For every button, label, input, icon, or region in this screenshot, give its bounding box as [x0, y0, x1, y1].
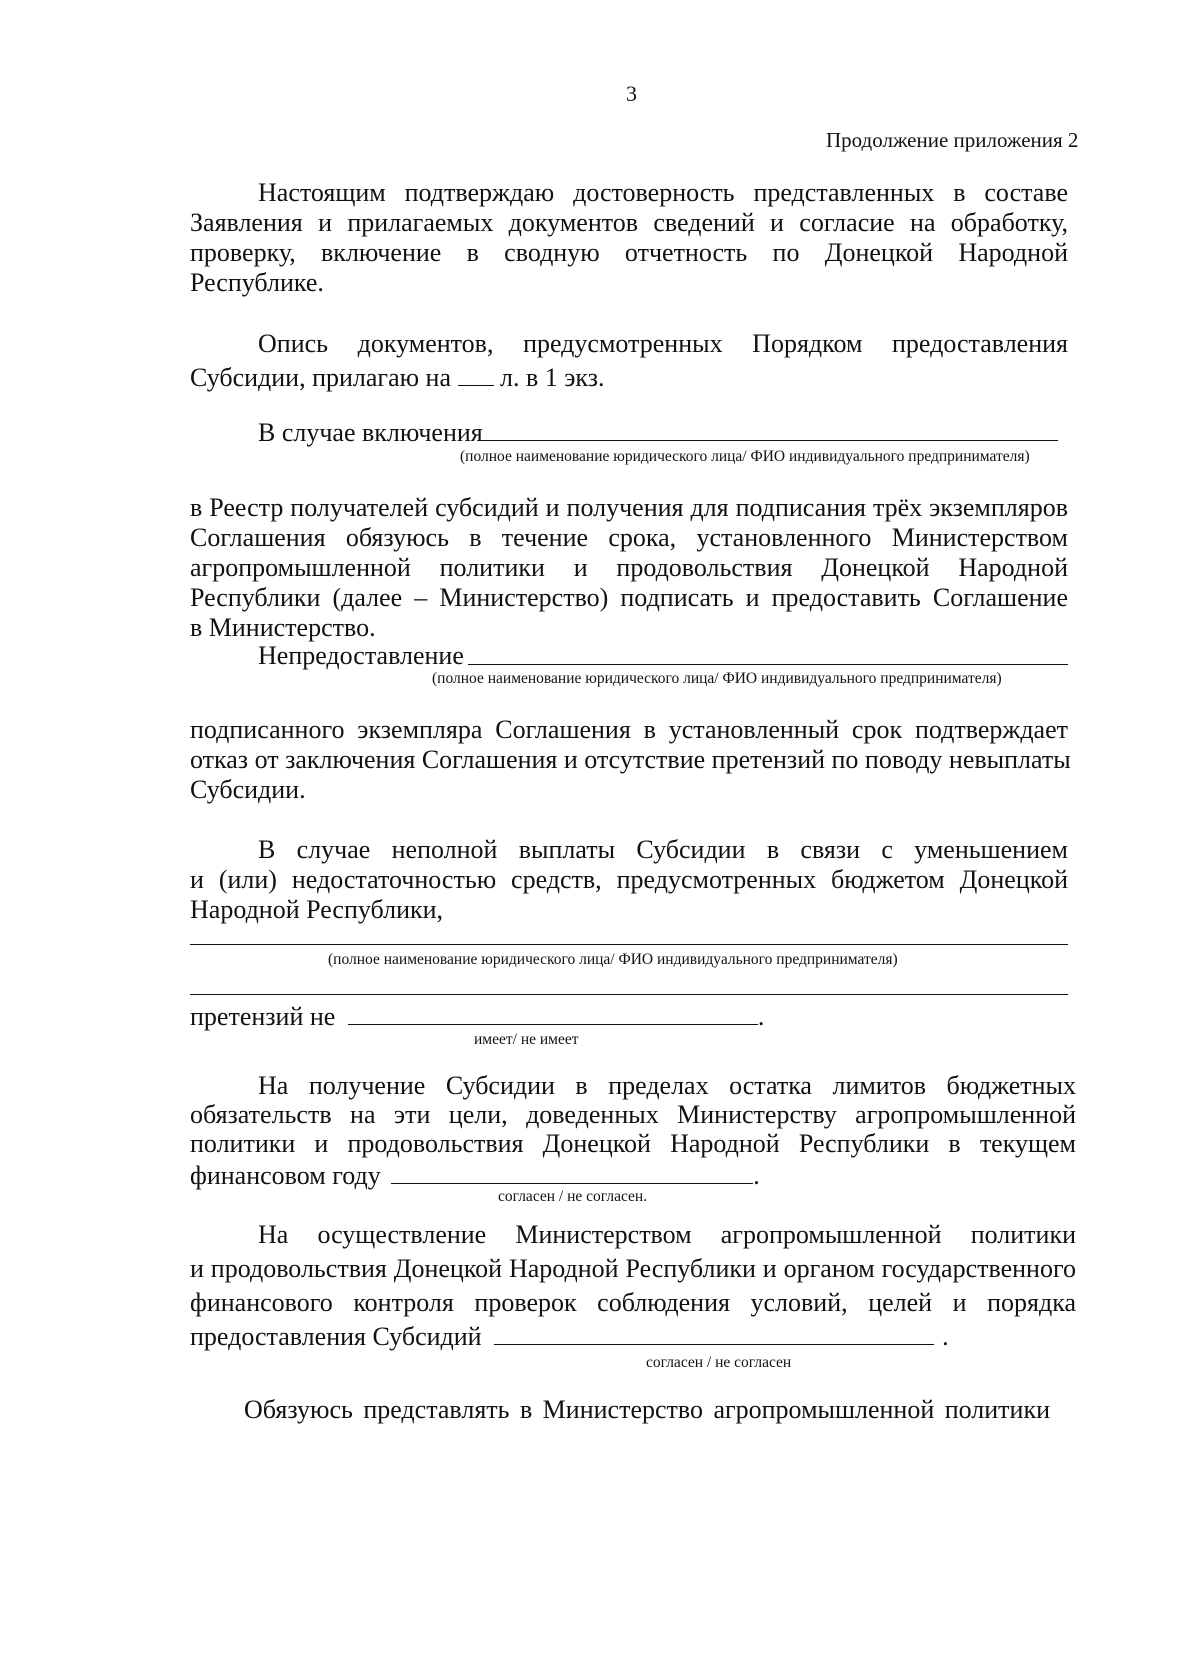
paragraph-6-line-1: На получение Субсидии в пределах остатка лимитов бюджетных [258, 1071, 1076, 1100]
paragraph-1-line-1: Настоящим подтверждаю достоверность представленных в составе [258, 178, 1068, 207]
paragraph-7-line-2: и продовольствия Донецкой Народной Республики и органом государственного [190, 1254, 1076, 1283]
inspection-consent-period: . [942, 1322, 949, 1351]
non-submission-name-blank[interactable] [468, 664, 1068, 665]
paragraph-2-text-a: Субсидии, прилагаю на [190, 363, 452, 392]
paragraph-7-line-1: На осуществление Министерством агропромышленной политики [258, 1220, 1076, 1249]
paragraph-7-line-4 [190, 1321, 949, 1353]
paragraph-3-line-3: агропромышленной политики и продовольствия Донецкой Народной [190, 553, 1068, 582]
limits-consent-blank[interactable] [391, 1163, 753, 1184]
claims-caption: имеет/ не имеет [474, 1031, 579, 1048]
claims-line [190, 1001, 764, 1033]
paragraph-3-lead: В случае включения [258, 418, 483, 447]
paragraph-5-line-3: Народной Республики, [190, 895, 444, 924]
paragraph-8-line-1: Обязуюсь представлять в Министерство агропромышленной политики [244, 1395, 1050, 1424]
paragraph-2-text-b: л. в 1 экз. [500, 363, 605, 392]
paragraph-1-line-2: Заявления и прилагаемых документов сведений и согласие на обработку, [190, 208, 1068, 237]
inspection-consent-blank[interactable] [494, 1324, 934, 1345]
paragraph-2-line-1: Опись документов, предусмотренных Порядком предоставления [258, 329, 1068, 358]
limits-consent-caption: согласен / не согласен. [498, 1188, 648, 1205]
page-number: 3 [626, 81, 637, 106]
claims-period: . [757, 1002, 765, 1031]
inspection-consent-caption: согласен / не согласен [646, 1354, 792, 1371]
paragraph-4-lead: Непредоставление [258, 641, 464, 670]
partial-payment-name-blank-2[interactable] [190, 994, 1068, 995]
paragraph-3-line-1: в Реестр получателей субсидий и получения для подписания трёх экземпляров [190, 493, 1068, 522]
inclusion-name-caption: (полное наименование юридического лица/ ФИО индивидуального предпринимателя) [460, 448, 1030, 465]
non-submission-name-caption: (полное наименование юридического лица/ ФИО индивидуального предпринимателя) [432, 670, 1002, 687]
limits-consent-period: . [753, 1161, 760, 1190]
paragraph-6-line-4 [190, 1160, 760, 1192]
inclusion-name-blank[interactable] [480, 440, 1058, 441]
header-note: Продолжение приложения 2 [826, 128, 1079, 152]
paragraph-5-line-2: и (или) недостаточностью средств, предусмотренных бюджетом Донецкой [190, 865, 1068, 894]
claims-blank[interactable] [348, 1004, 758, 1025]
paragraph-3-line-5: в Министерство. [190, 613, 376, 642]
paragraph-6-lead: финансовом году [190, 1161, 381, 1190]
paragraph-5-line-1: В случае неполной выплаты Субсидии в связи с уменьшением [258, 835, 1068, 864]
paragraph-4-line-3: Субсидии. [190, 775, 306, 804]
partial-payment-name-blank[interactable] [190, 944, 1068, 945]
paragraph-6-line-3: политики и продовольствия Донецкой Народной Республики в текущем [190, 1129, 1076, 1158]
paragraph-1-line-3: проверку, включение в сводную отчетность по Донецкой Народной [190, 238, 1068, 267]
paragraph-1-line-4: Республике. [190, 268, 324, 297]
paragraph-3-line-4: Республики (далее – Министерство) подписать и предоставить Соглашение [190, 583, 1068, 612]
claims-lead: претензий не [190, 1002, 336, 1031]
partial-payment-name-caption: (полное наименование юридического лица/ ФИО индивидуального предпринимателя) [328, 951, 898, 968]
paragraph-2-line-2 [190, 362, 605, 394]
paragraph-4-line-1: подписанного экземпляра Соглашения в установленный срок подтверждает [190, 715, 1068, 744]
paragraph-3-line-2: Соглашения обязуюсь в течение срока, установленного Министерством [190, 523, 1068, 552]
paragraph-7-line-3: финансового контроля проверок соблюдения условий, целей и порядка [190, 1288, 1076, 1317]
paragraph-4-line-2: отказ от заключения Соглашения и отсутствие претензий по поводу невыплаты [190, 745, 1071, 774]
paragraph-6-line-2: обязательств на эти цели, доведенных Министерству агропромышленной [190, 1100, 1076, 1129]
sheet-count-blank[interactable] [458, 365, 494, 386]
paragraph-7-lead: предоставления Субсидий [190, 1322, 482, 1351]
